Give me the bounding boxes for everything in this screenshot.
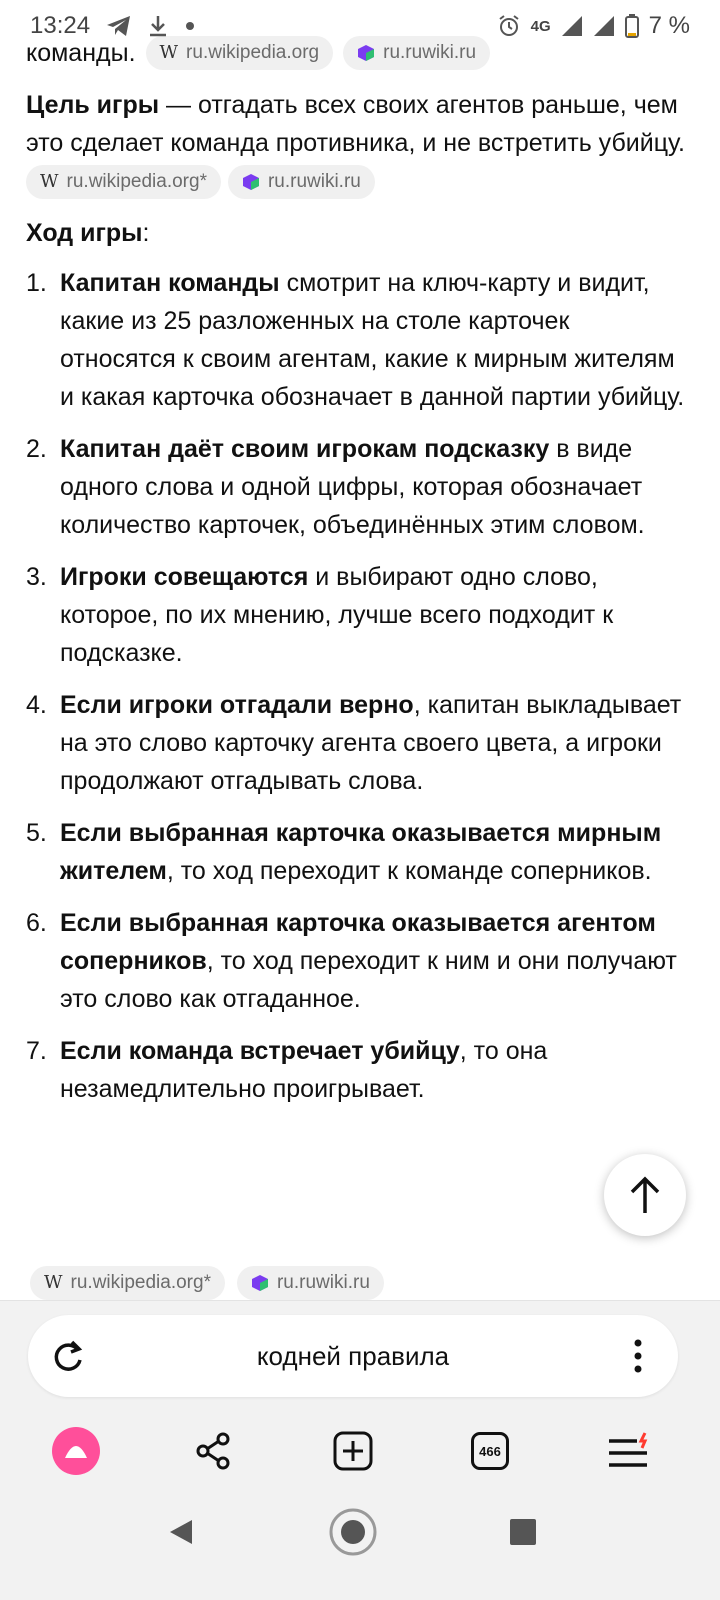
signal-icon: [561, 15, 583, 37]
battery-level: 7 %: [648, 12, 690, 39]
move-title: Ход игры: [26, 219, 143, 247]
ruwiki-icon: [242, 173, 260, 191]
alice-button[interactable]: [41, 1416, 111, 1486]
step-number: 1.: [26, 269, 47, 297]
source-chip-wikipedia[interactable]: [26, 165, 221, 199]
reload-button[interactable]: [28, 1338, 108, 1374]
add-icon: [333, 1431, 373, 1471]
list-item: [26, 904, 690, 1018]
scroll-to-top-button[interactable]: [604, 1154, 686, 1236]
step-text: и выбирают одно слово, которое, по их мнению, лучше всего подходит к подсказке.: [60, 563, 614, 667]
step-bold: Капитан команды: [60, 269, 280, 297]
back-button[interactable]: [146, 1497, 216, 1567]
move-heading: [26, 214, 694, 252]
step-number: 5.: [26, 819, 47, 847]
step-text: в виде одного слова и одной цифры, которая обозначает количество карточек, объединённых этим словом.: [60, 435, 645, 539]
wikipedia-icon: W: [159, 42, 179, 63]
list-item: [26, 558, 690, 672]
bottom-toolbar: [0, 1416, 720, 1486]
step-number: 4.: [26, 691, 47, 719]
more-menu-button[interactable]: [598, 1339, 678, 1373]
step-bold: Игроки совещаются: [60, 563, 309, 591]
step-text: , то она незамедлительно проигрывает.: [60, 1037, 548, 1103]
source-chip-ruwiki[interactable]: [237, 1266, 384, 1300]
alice-icon: [51, 1426, 101, 1476]
source-label: ru.ruwiki.ru: [267, 171, 361, 193]
battery-icon: [625, 14, 639, 38]
steps-list: [26, 264, 690, 1122]
source-label: ru.wikipedia.org*: [66, 171, 207, 193]
signal-2-icon: [593, 15, 615, 37]
wikipedia-icon: W: [40, 171, 59, 193]
step-text: , капитан выкладывает на это слово карточку агента своего цвета, а игроки продолжают отгадывать слова.: [60, 691, 682, 795]
step-bold: Если игроки отгадали верно: [60, 691, 414, 719]
step-bold: Капитан даёт своим игрокам подсказку: [60, 435, 550, 463]
step-number: 2.: [26, 435, 47, 463]
goal-label: Цель игры: [26, 91, 160, 119]
source-chip-wikipedia[interactable]: [30, 1266, 225, 1300]
alarm-icon: [497, 14, 521, 38]
step-number: 3.: [26, 563, 47, 591]
step-text: смотрит на ключ-карту и видит, какие из 25 разложенных на столе карточек относятся к своим агентам, какие к мирным жителям и какая карточка обозначает в данной партии убийцу.: [60, 269, 685, 411]
download-icon: [148, 14, 168, 38]
tabs-button[interactable]: [455, 1416, 525, 1486]
home-icon: [328, 1507, 378, 1557]
list-item: [26, 1032, 690, 1108]
new-tab-button[interactable]: [318, 1416, 388, 1486]
arrow-up-icon: [628, 1175, 662, 1215]
source-label: ru.ruwiki.ru: [383, 42, 477, 63]
step-number: 7.: [26, 1037, 47, 1065]
step-text: , то ход переходит к ним и они получают это слово как отгаданное.: [60, 947, 677, 1013]
status-bar: [0, 0, 720, 52]
source-label: ru.ruwiki.ru: [276, 1272, 370, 1293]
source-label: ru.wikipedia.org*: [70, 1272, 211, 1293]
more-vert-icon: [633, 1339, 643, 1373]
ruwiki-icon: [251, 1274, 269, 1292]
system-nav-bar: [0, 1497, 720, 1567]
network-type: 4G: [530, 17, 551, 35]
step-text: , то ход переходит к команде соперников.: [166, 857, 652, 885]
list-item: [26, 430, 690, 544]
status-time: 13:24: [30, 12, 91, 39]
bottom-sources: [30, 1266, 384, 1300]
list-item: [26, 264, 690, 416]
search-bar[interactable]: [28, 1315, 678, 1397]
goal-text: — отгадать всех своих агентов раньше, чем это сделает команда противника, и не встретить убийцу.: [26, 91, 685, 157]
home-button[interactable]: [318, 1497, 388, 1567]
source-label: ru.wikipedia.org: [186, 42, 320, 63]
search-query[interactable]: кодней правила: [256, 1340, 450, 1371]
step-bold: Если команда встречает убийцу: [60, 1037, 460, 1065]
tabs-count-icon: 466: [471, 1432, 509, 1470]
list-item: [26, 814, 690, 890]
hamburger-menu-icon: [607, 1431, 651, 1471]
reload-icon: [50, 1338, 86, 1374]
source-chip-ruwiki[interactable]: [228, 165, 375, 199]
top-fragment-text: команды.: [26, 39, 136, 67]
wikipedia-icon: W: [44, 1272, 63, 1293]
bottom-panel: [0, 1300, 720, 1600]
list-item: [26, 686, 690, 800]
telegram-icon: [106, 15, 132, 37]
recents-icon: [509, 1518, 537, 1546]
menu-button[interactable]: [594, 1416, 664, 1486]
step-bold: Если выбранная карточка оказывается агентом соперников: [60, 909, 656, 975]
recents-button[interactable]: [488, 1497, 558, 1567]
notification-dot-icon: [184, 20, 196, 32]
step-bold: Если выбранная карточка оказывается мирным жителем: [60, 819, 662, 885]
step-number: 6.: [26, 909, 47, 937]
share-button[interactable]: [178, 1416, 248, 1486]
back-icon: [166, 1517, 196, 1547]
move-colon: :: [142, 219, 150, 247]
share-icon: [193, 1431, 233, 1471]
goal-paragraph: [26, 86, 694, 200]
